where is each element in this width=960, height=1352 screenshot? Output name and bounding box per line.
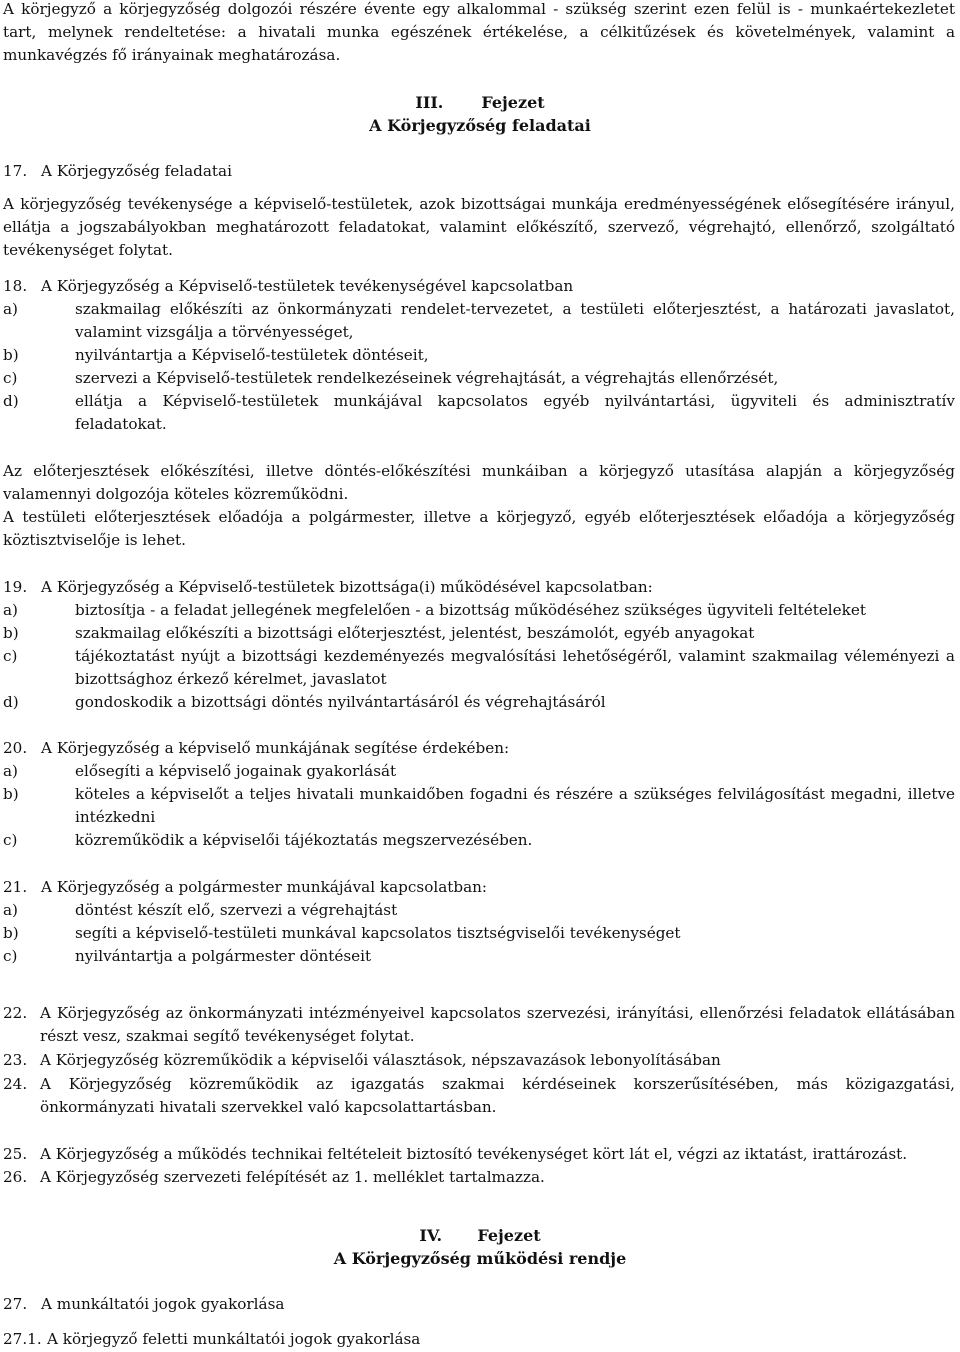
item-text: döntést készít elő, szervezi a végrehajtást <box>75 901 398 919</box>
item-text: köteles a képviselőt a teljes hivatali munkaidőben fogadni és részére a szükséges felvilágosítást megadni, illetve intézkedni <box>75 785 955 826</box>
item-letter: b) <box>3 346 19 364</box>
section-17-body: A körjegyzőség tevékenysége a képviselő-testületek, azok bizottságai munkája eredményességének elősegítésére irányul, ellátja a jogszabályokban meghatározott feladatokat, valamint előkészítő, szervező, végrehajtó, ellenőrző, szolgáltató tevékenységet folytat. <box>3 195 955 259</box>
section-18-paragraph-2: A testületi előterjesztések előadója a polgármester, illetve a körjegyző, egyéb előterjesztések előadója a körjegyzőség köztisztviselője is lehet. <box>3 508 955 549</box>
item-letter: c) <box>3 647 18 665</box>
item-letter: a) <box>3 901 18 919</box>
item-letter: b) <box>3 924 19 942</box>
section-19-heading <box>3 576 955 599</box>
section-18-paragraph-1: Az előterjesztések előkészítési, illetve döntés-előkészítési munkáiban a körjegyző utasítása alapján a körjegyzőség valamennyi dolgozója köteles közreműködni. <box>3 462 955 503</box>
section-17-heading <box>3 160 955 183</box>
item-text: biztosítja - a feladat jellegének megfelelően - a bizottság működéséhez szükséges ügyviteli feltételeket <box>75 601 866 619</box>
item-letter: c) <box>3 947 18 965</box>
item-text: szakmailag előkészíti a bizottsági előterjesztést, jelentést, beszámolót, egyéb anyagokat <box>75 624 755 642</box>
item-letter: c) <box>3 369 18 387</box>
section-25-text: A Körjegyzőség a működés technikai feltételeit biztosító tevékenységet kört lát el, végzi az iktatást, irattározást. <box>40 1145 908 1163</box>
section-24-number: 24. <box>3 1075 28 1093</box>
chapter-3-roman: III. <box>415 93 444 112</box>
chapter-4-roman: IV. <box>419 1226 443 1245</box>
section-23-number: 23. <box>3 1051 28 1069</box>
chapter-3-label: Fejezet <box>481 93 545 112</box>
section-27-title: A munkáltatói jogok gyakorlása <box>41 1295 285 1313</box>
item-text: szakmailag előkészíti az önkormányzati rendelet-tervezetet, a testületi előterjesztést, a határozati javaslatot, valamint vizsgálja a törvényességet, <box>75 300 955 341</box>
item-text: elősegíti a képviselő jogainak gyakorlását <box>75 762 397 780</box>
section-18-heading <box>3 275 955 298</box>
item-text: ellátja a Képviselő-testületek munkájával kapcsolatos egyéb nyilvántartási, ügyviteli és adminisztratív feladatokat. <box>75 392 955 433</box>
section-21-number: 21. <box>3 878 28 896</box>
item-letter: a) <box>3 601 18 619</box>
section-27-1-number: 27.1. <box>3 1330 42 1348</box>
section-21-heading <box>3 876 955 899</box>
chapter-3-heading <box>0 91 960 114</box>
item-text: nyilvántartja a Képviselő-testületek döntéseit, <box>75 346 429 364</box>
item-letter: d) <box>3 392 19 410</box>
section-18-number: 18. <box>3 277 28 295</box>
section-22-number: 22. <box>3 1004 28 1022</box>
section-17-number: 17. <box>3 162 28 180</box>
intro-paragraph: A körjegyző a körjegyzőség dolgozói részére évente egy alkalommal - szükség szerint ezen felül is - munkaértekezletet tart, melynek rendeltetése: a hivatali munka egészének értékelése, a célkitűzések és követelmények, valamint a munkavégzés fő irányainak meghatározása. <box>3 0 955 64</box>
section-19-number: 19. <box>3 578 28 596</box>
item-letter: a) <box>3 762 18 780</box>
item-text: segíti a képviselő-testületi munkával kapcsolatos tisztségviselői tevékenységet <box>75 924 681 942</box>
section-17-title: A Körjegyzőség feladatai <box>41 162 232 180</box>
section-20-title: A Körjegyzőség a képviselő munkájának segítése érdekében: <box>41 739 510 757</box>
item-text: közreműködik a képviselői tájékoztatás megszervezésében. <box>75 831 533 849</box>
item-letter: d) <box>3 693 19 711</box>
item-text: nyilvántartja a polgármester döntéseit <box>75 947 372 965</box>
section-22-text: A Körjegyzőség az önkormányzati intézményeivel kapcsolatos szervezési, irányítási, ellenőrzési feladatok ellátásában részt vesz, szakmai segítő tevékenységet folytat. <box>40 1004 955 1045</box>
section-20-heading <box>3 737 955 760</box>
chapter-3-title: A Körjegyzőség feladatai <box>369 116 591 135</box>
section-18-title: A Körjegyzőség a Képviselő-testületek tevékenységével kapcsolatban <box>41 277 574 295</box>
section-27-1-heading <box>3 1328 955 1351</box>
section-27-heading <box>3 1293 955 1316</box>
chapter-4-heading <box>0 1224 960 1247</box>
chapter-4-label: Fejezet <box>477 1226 541 1245</box>
section-20-number: 20. <box>3 739 28 757</box>
section-24-text: A Körjegyzőség közreműködik az igazgatás szakmai kérdéseinek korszerűsítésében, más közigazgatási, önkormányzati hivatali szervekkel való kapcsolattartásban. <box>40 1075 955 1116</box>
item-letter: a) <box>3 300 18 318</box>
section-26-number: 26. <box>3 1168 28 1186</box>
section-26-text: A Körjegyzőség szervezeti felépítését az 1. melléklet tartalmazza. <box>40 1168 545 1186</box>
item-text: tájékoztatást nyújt a bizottsági kezdeményezés megvalósítási lehetőségéről, valamint szakmailag véleményezi a bizottsághoz érkező kérelmet, javaslatot <box>75 647 955 688</box>
chapter-4-title: A Körjegyzőség működési rendje <box>333 1249 627 1268</box>
item-letter: b) <box>3 785 19 803</box>
item-text: szervezi a Képviselő-testületek rendelkezéseinek végrehajtását, a végrehajtás ellenőrzését, <box>75 369 779 387</box>
section-27-number: 27. <box>3 1295 28 1313</box>
section-25-number: 25. <box>3 1145 28 1163</box>
section-27-1-title: A körjegyző feletti munkáltatói jogok gyakorlása <box>47 1330 421 1348</box>
item-letter: c) <box>3 831 18 849</box>
section-23-text: A Körjegyzőség közreműködik a képviselői választások, népszavazások lebonyolításában <box>40 1051 721 1069</box>
item-letter: b) <box>3 624 19 642</box>
section-21-title: A Körjegyzőség a polgármester munkájával kapcsolatban: <box>41 878 488 896</box>
section-19-title: A Körjegyzőség a Képviselő-testületek bizottsága(i) működésével kapcsolatban: <box>41 578 653 596</box>
item-text: gondoskodik a bizottsági döntés nyilvántartásáról és végrehajtásáról <box>75 693 606 711</box>
